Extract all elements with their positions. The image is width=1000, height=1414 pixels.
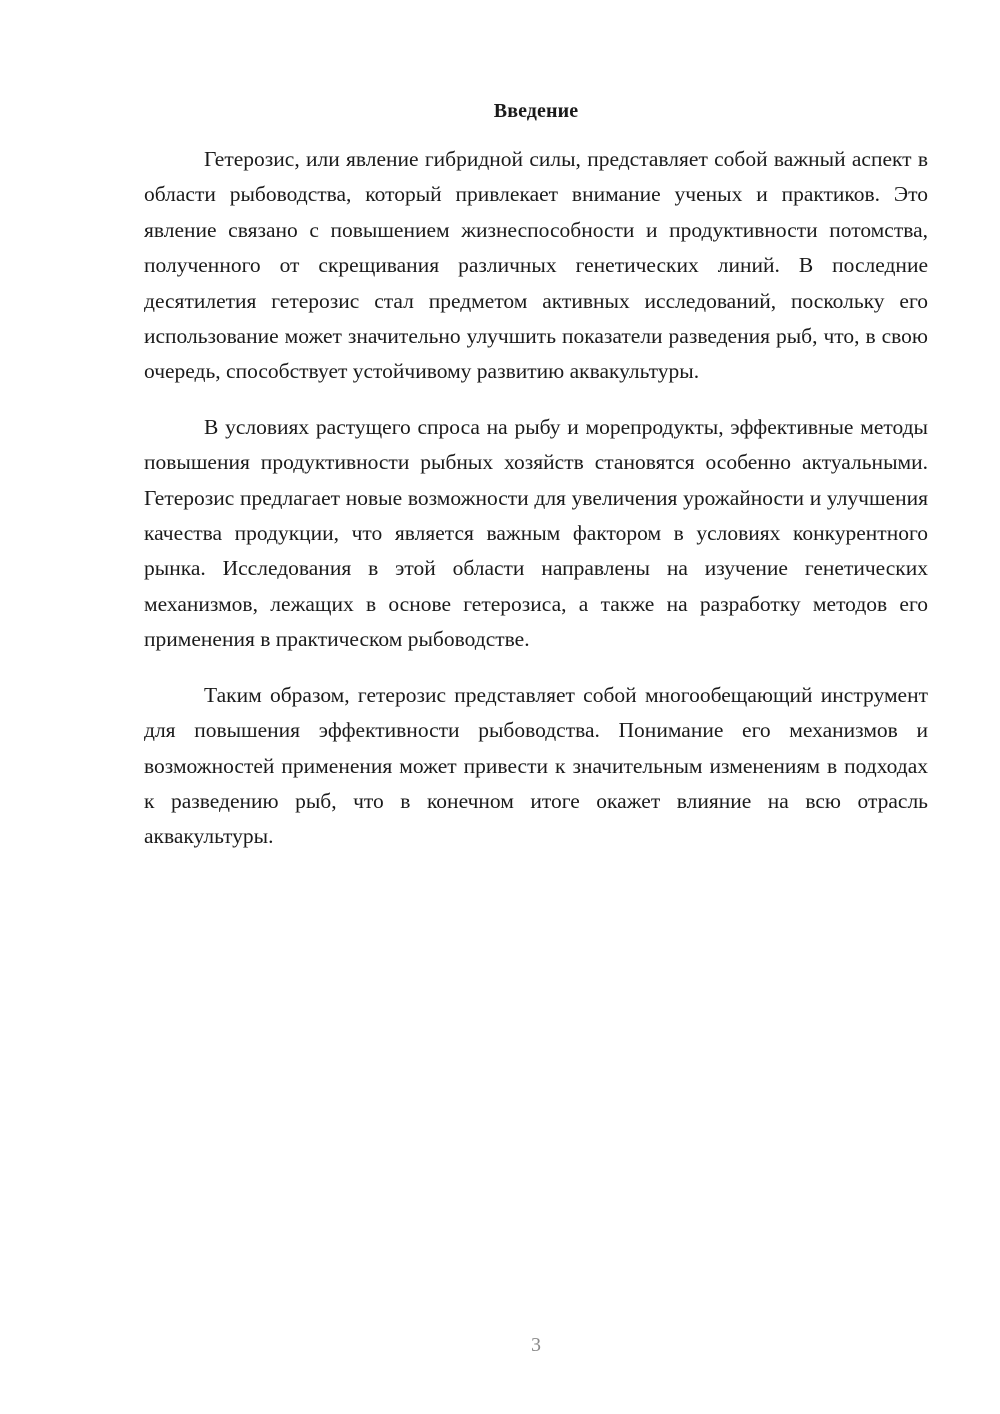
paragraph-3: Таким образом, гетерозис представляет собой многообещающий инструмент для повышения эффективности рыбоводства. Понимание его механизмов и возможностей применения может привести к значительным изменениям в подходах к разведению рыб, что в конечном итоге окажет влияние на всю отрасль аквакультуры. bbox=[144, 682, 928, 849]
paragraph-1: Гетерозис, или явление гибридной силы, представляет собой важный аспект в области рыбоводства, который привлекает внимание ученых и практиков. Это явление связано с повышением жизнеспособности и продуктивности потомства, полученного от скрещивания различных генетических линий. В последние десятилетия гетерозис стал предметом активных исследований, поскольку его использование может значительно улучшить показатели разведения рыб, что, в свою очередь, способствует устойчивому развитию аквакультуры. bbox=[144, 147, 928, 384]
paragraph-2: В условиях растущего спроса на рыбу и морепродукты, эффективные методы повышения продуктивности рыбных хозяйств становятся особенно актуальными. Гетерозис предлагает новые возможности для увеличения урожайности и улучшения качества продукции, что является важным фактором в условиях конкурентного рынка. Исследования в этой области направлены на изучение генетических механизмов, лежащих в основе гетерозиса, а также на разработку методов его применения в практическом рыбоводстве. bbox=[144, 414, 928, 652]
section-heading: Введение bbox=[493, 100, 579, 122]
page-content bbox=[144, 96, 928, 855]
page-number: 3 bbox=[531, 1334, 541, 1356]
